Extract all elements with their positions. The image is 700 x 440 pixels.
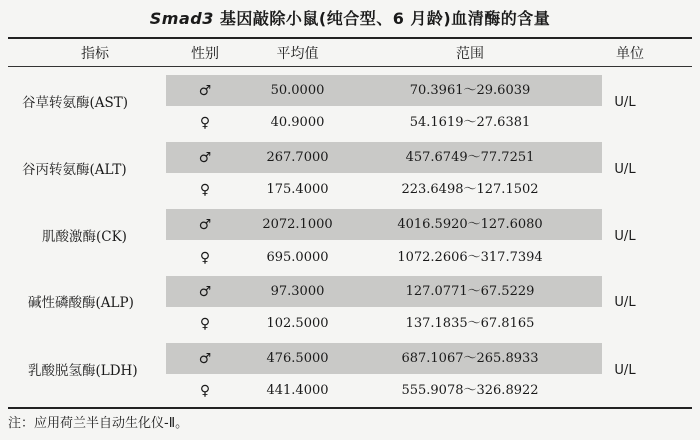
female-symbol: ♀: [199, 182, 211, 198]
female-mean: 175.4000: [266, 182, 329, 197]
female-mean: 441.4000: [266, 383, 329, 398]
male-range: 127.0771～67.5229: [405, 284, 535, 299]
unit-value: U/L: [614, 229, 636, 244]
header-mean: 平均值: [276, 46, 319, 62]
unit-value: U/L: [614, 295, 636, 310]
header-rule: [8, 66, 692, 67]
female-range: 54.1619～27.6381: [409, 115, 531, 130]
female-symbol: ♀: [199, 115, 211, 131]
male-range: 687.1067～265.8933: [401, 351, 539, 366]
male-mean: 2072.1000: [262, 217, 333, 232]
table-title: [0, 6, 700, 29]
indicator-name: 碱性磷酸酶(ALP): [28, 295, 134, 311]
unit-value: U/L: [614, 363, 636, 378]
male-mean: 267.7000: [266, 150, 329, 165]
female-mean: 102.5000: [266, 316, 329, 331]
header-sex: 性别: [191, 46, 219, 62]
indicator-name: 乳酸脱氢酶(LDH): [28, 363, 138, 379]
indicator-name: 谷草转氨酶(AST): [22, 95, 129, 111]
female-symbol: ♀: [199, 250, 211, 266]
female-range: 223.6498～127.1502: [401, 182, 539, 197]
female-mean: 695.0000: [266, 250, 329, 265]
male-symbol: ♂: [198, 351, 212, 367]
male-mean: 476.5000: [266, 351, 329, 366]
unit-value: U/L: [614, 162, 636, 177]
female-range: 555.9078～326.8922: [401, 383, 539, 398]
header-unit: 单位: [616, 46, 644, 62]
indicator-name: 肌酸激酶(CK): [42, 229, 127, 245]
female-range: 1072.2606～317.7394: [397, 250, 543, 265]
top-rule: [8, 37, 692, 39]
unit-value: U/L: [614, 95, 636, 110]
female-symbol: ♀: [199, 383, 211, 399]
indicator-name: 谷丙转氨酶(ALT): [22, 162, 127, 178]
male-symbol: ♂: [198, 150, 212, 166]
header-indicator: 指标: [81, 46, 109, 62]
title-gene: Smad3: [149, 9, 214, 28]
male-range: 70.3961～29.6039: [409, 83, 531, 98]
male-range: 457.6749～77.7251: [405, 150, 535, 165]
title-text: 基因敲除小鼠(纯合型、6 月龄)血清酶的含量: [213, 9, 551, 28]
male-symbol: ♂: [198, 83, 212, 99]
female-symbol: ♀: [199, 316, 211, 332]
table-footnote: 注：应用荷兰半自动生化仪-Ⅱ。: [8, 416, 189, 431]
male-mean: 50.0000: [270, 83, 325, 98]
male-symbol: ♂: [198, 284, 212, 300]
female-range: 137.1835～67.8165: [405, 316, 535, 331]
header-range: 范围: [456, 46, 484, 62]
female-mean: 40.9000: [270, 115, 325, 130]
male-range: 4016.5920～127.6080: [397, 217, 543, 232]
male-symbol: ♂: [198, 217, 212, 233]
male-mean: 97.3000: [270, 284, 325, 299]
bottom-rule: [8, 407, 692, 409]
